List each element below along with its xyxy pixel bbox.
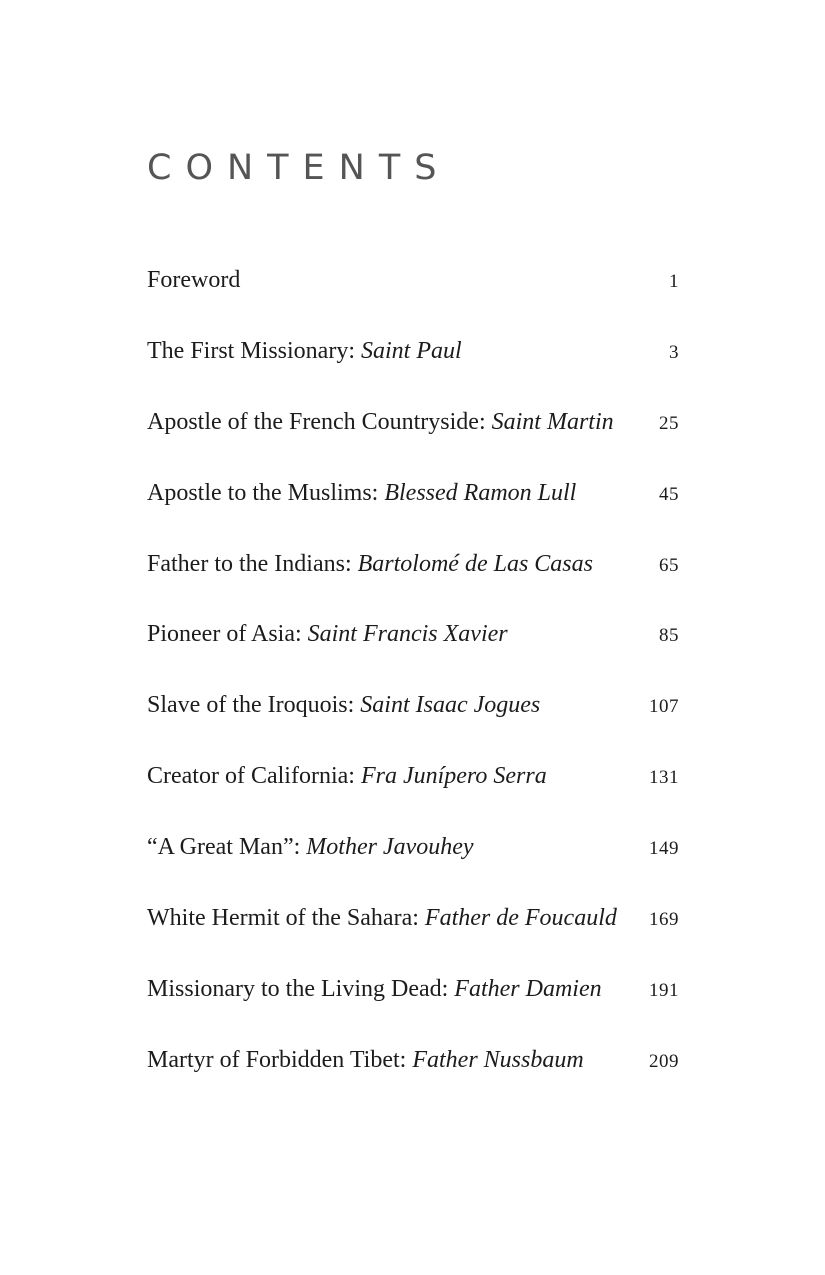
entry-page-number: 131 — [649, 767, 679, 789]
toc-entry[interactable] — [147, 401, 679, 472]
entry-label: Missionary to the Living Dead: — [147, 975, 455, 1002]
entry-label: Slave of the Iroquois: — [147, 692, 361, 719]
entry-page-number: 149 — [649, 838, 679, 860]
entry-subject: Father Nussbaum — [412, 1046, 584, 1073]
entry-label: White Hermit of the Sahara: — [147, 905, 425, 932]
entry-subject: Father de Foucauld — [424, 905, 617, 932]
entry-label: The First Missionary: — [147, 337, 361, 364]
entry-label: Foreword — [147, 267, 241, 293]
entry-label: Pioneer of Asia: — [147, 621, 308, 648]
toc-entry[interactable] — [147, 826, 679, 897]
entry-subject: Bartolomé de Las Casas — [357, 550, 593, 577]
entry-label: Father to the Indians: — [147, 550, 358, 577]
entry-subject: Blessed Ramon Lull — [384, 479, 577, 506]
entry-page-number: 85 — [659, 625, 679, 647]
entry-title — [147, 401, 614, 443]
toc-entry[interactable] — [147, 472, 679, 543]
entry-title — [147, 826, 474, 868]
entry-label: “A Great Man”: — [147, 834, 307, 861]
entry-subject: Saint Francis Xavier — [307, 621, 508, 648]
entry-title — [147, 968, 602, 1010]
entry-page-number: 107 — [649, 696, 679, 718]
entry-subject: Saint Paul — [361, 337, 462, 364]
entry-page-number: 45 — [659, 483, 679, 505]
entry-label: Martyr of Forbidden Tibet: — [147, 1046, 413, 1073]
toc-entry[interactable] — [147, 613, 679, 684]
entry-title — [147, 684, 540, 726]
entry-title — [147, 897, 617, 939]
entry-title — [147, 1039, 584, 1081]
entry-page-number: 25 — [659, 412, 679, 434]
page-title: CONTENTS — [147, 148, 451, 188]
toc-entry[interactable] — [147, 330, 679, 401]
entry-label: Creator of California: — [147, 763, 361, 790]
entry-page-number: 169 — [649, 909, 679, 931]
entry-page-number: 191 — [649, 979, 679, 1001]
entry-subject: Saint Isaac Jogues — [360, 692, 541, 719]
toc-entry[interactable] — [147, 1039, 679, 1110]
toc-entry[interactable] — [147, 543, 679, 614]
entry-title — [147, 472, 576, 514]
entry-page-number: 1 — [669, 271, 679, 292]
entry-label: Apostle of the French Countryside: — [147, 408, 492, 435]
entry-subject: Saint Martin — [491, 408, 614, 435]
entry-page-number: 209 — [649, 1050, 679, 1072]
entry-title — [147, 613, 508, 655]
entry-title — [147, 543, 593, 585]
toc-entry[interactable] — [147, 755, 679, 826]
toc-entry[interactable] — [147, 684, 679, 755]
entry-label: Apostle to the Muslims: — [147, 479, 385, 506]
entry-page-number: 3 — [669, 341, 679, 363]
entry-subject: Fra Junípero Serra — [360, 763, 547, 790]
toc-entry[interactable] — [147, 259, 679, 330]
entry-subject: Mother Javouhey — [306, 834, 474, 861]
table-of-contents — [147, 259, 679, 1110]
toc-entry[interactable] — [147, 897, 679, 968]
entry-title — [147, 259, 240, 301]
entry-title — [147, 330, 462, 372]
entry-subject: Father Damien — [454, 975, 602, 1002]
entry-title — [147, 755, 547, 797]
toc-entry[interactable] — [147, 968, 679, 1039]
entry-page-number: 65 — [659, 554, 679, 576]
